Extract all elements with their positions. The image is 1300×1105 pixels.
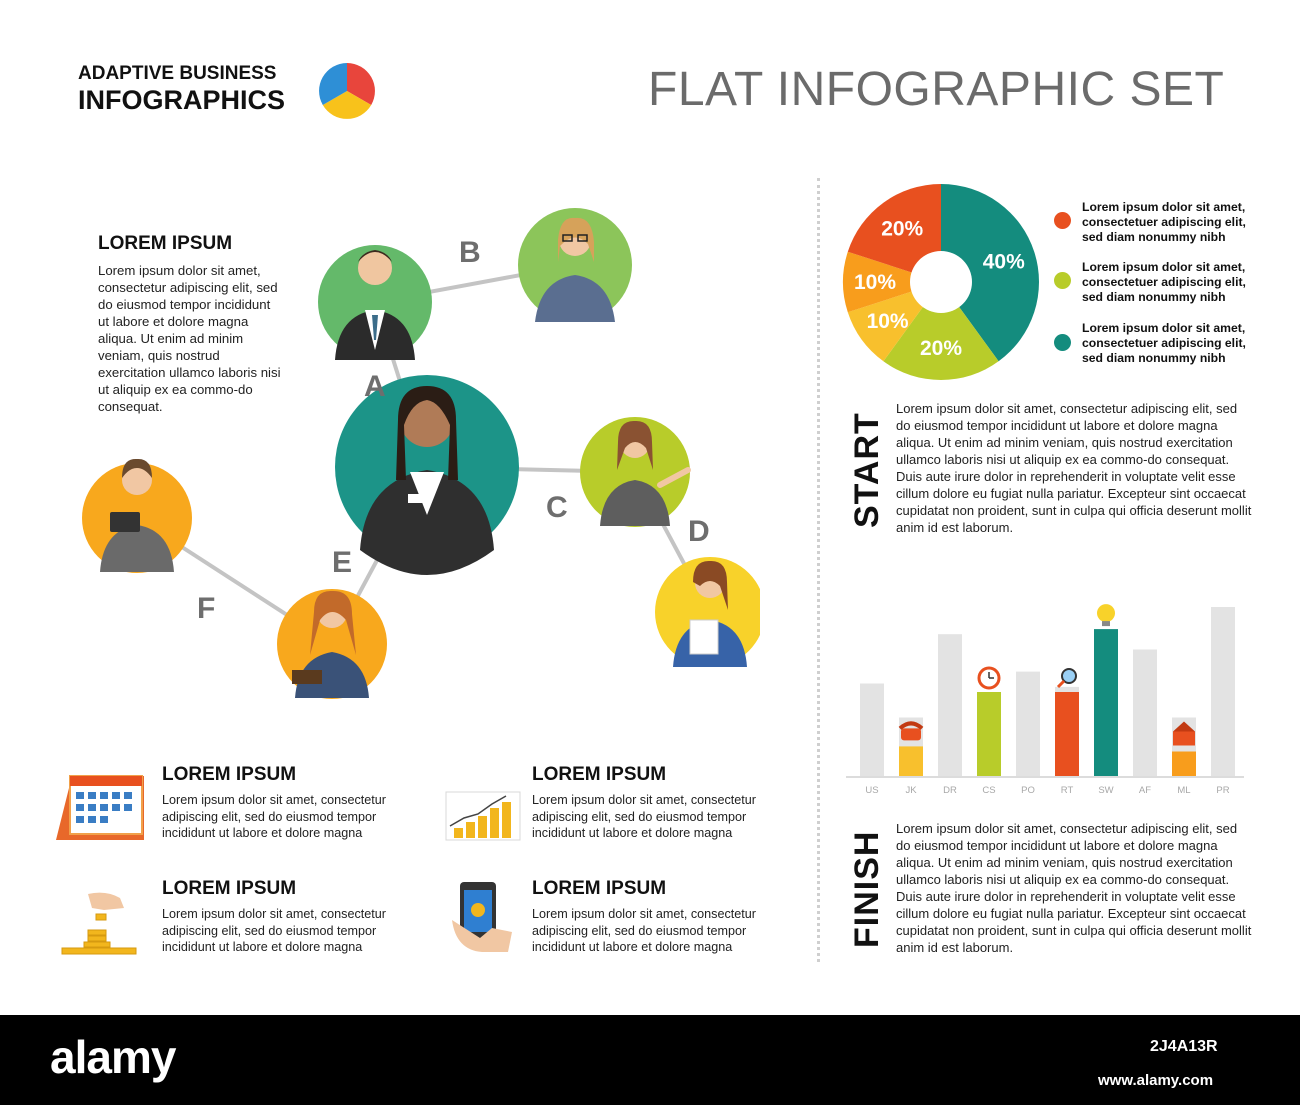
link-label-c: C: [546, 491, 568, 524]
donut-chart: [842, 180, 1047, 385]
feature-2-text: Lorem ipsum dolor sit amet, consectetur adipiscing elit, sed do eiusmod tempor incididunt ut labore et dolore magna: [532, 793, 756, 840]
bar-tick-us: US: [865, 785, 879, 796]
legend-text-3: Lorem ipsum dolor sit amet, consectetuer adipiscing elit, sed diam nonummy nibh: [1082, 321, 1246, 365]
avatar-woman-tablet: [82, 459, 192, 573]
finish-label: FINISH: [848, 830, 886, 948]
bar-track-pr: [1211, 607, 1235, 777]
brand-logo-icon: [318, 62, 376, 120]
avatar-woman-pointing: [580, 417, 690, 527]
feature-1-text: Lorem ipsum dolor sit amet, consectetur adipiscing elit, sed do eiusmod tempor incididunt ut labore et dolore magna: [162, 793, 386, 840]
team-network-diagram: [60, 180, 760, 740]
finish-text: Lorem ipsum dolor sit amet, consectetur adipiscing elit, sed do eiusmod tempor incididunt ut labore et dolore magna aliqua. Ut enim ad minim veniam, quis nostrud exercitation ullamco laboris nisi ut aliquip ex ea commo-do consequat. Duis aute irure dolor in reprehenderit in voluptate velit esse cillum dolore eu fugiat nulla pariatur. Excepteur sint occaecat cupidatat non proident, sunt in culpa qui officia deserunt mollit anim id est laborum.: [896, 821, 1252, 955]
brand-title: [78, 62, 285, 115]
brand-line-2: INFOGRAPHICS: [78, 85, 286, 115]
alarm-clock-icon: [979, 668, 999, 688]
bar-cs: [977, 692, 1001, 777]
watermark-image-id: 2J4A13R: [1150, 1038, 1218, 1055]
donut-label-5: 20%: [881, 217, 924, 241]
link-label-e: E: [332, 546, 353, 579]
bar-tick-sw: SW: [1098, 785, 1114, 796]
network-heading: LOREM IPSUM: [98, 233, 233, 254]
legend-dot-teal: [1054, 334, 1071, 351]
bar-tick-po: PO: [1021, 785, 1035, 796]
bar-chart: [840, 590, 1250, 802]
donut-hole: [910, 251, 972, 313]
avatar-woman-notebook: [655, 557, 760, 667]
bar-track-dr: [938, 634, 962, 777]
legend-dot-red: [1054, 212, 1071, 229]
bar-tick-rt: RT: [1060, 785, 1074, 796]
legend-dot-green: [1054, 272, 1071, 289]
feature-2-title: LOREM IPSUM: [532, 764, 667, 785]
calendar-icon: [52, 768, 148, 842]
bar-tick-jk: JK: [905, 785, 917, 796]
link-label-f: F: [197, 592, 216, 625]
donut-label-1: 40%: [982, 250, 1025, 274]
link-label-b: B: [459, 236, 481, 269]
bar-track-us: [860, 684, 884, 778]
lightbulb-icon: [1097, 604, 1115, 626]
magnifier-icon: [1058, 669, 1076, 687]
feature-4-text: Lorem ipsum dolor sit amet, consectetur adipiscing elit, sed do eiusmod tempor incididunt ut labore et dolore magna: [532, 907, 756, 954]
page-title: FLAT INFOGRAPHIC SET: [648, 63, 1225, 116]
growth-chart-icon: [444, 790, 522, 842]
smartphone-icon: [452, 880, 518, 954]
avatar-woman-writing: [277, 589, 387, 699]
coins-hand-icon: [58, 890, 140, 956]
bar-rt: [1055, 692, 1079, 777]
bar-ml: [1172, 752, 1196, 778]
bar-jk: [899, 746, 923, 777]
feature-4-title: LOREM IPSUM: [532, 878, 667, 899]
bar-tick-dr: DR: [943, 785, 957, 796]
avatar-man-suit: [318, 245, 432, 360]
bar-track-po: [1016, 672, 1040, 777]
link-label-a: A: [364, 370, 386, 403]
legend-text-1: Lorem ipsum dolor sit amet, consectetuer adipiscing elit, sed diam nonummy nibh: [1082, 200, 1246, 244]
watermark-logo: alamy: [50, 1031, 176, 1083]
donut-label-2: 20%: [919, 337, 963, 360]
feature-3-text: Lorem ipsum dolor sit amet, consectetur adipiscing elit, sed do eiusmod tempor incididunt ut labore et dolore magna: [162, 907, 386, 954]
link-label-d: D: [688, 515, 710, 548]
avatar-woman-glasses: [518, 208, 632, 322]
bar-track-af: [1133, 650, 1157, 778]
donut-label-3: 10%: [866, 309, 909, 333]
start-label: START: [848, 412, 886, 528]
bar-tick-af: AF: [1138, 785, 1152, 796]
feature-3-title: LOREM IPSUM: [162, 878, 297, 899]
start-text: Lorem ipsum dolor sit amet, consectetur adipiscing elit, sed do eiusmod tempor incididunt ut labore et dolore magna aliqua. Ut enim ad minim veniam, quis nostrud exercitation ullamco laboris nisi ut aliquip ex ea commo-do consequat. Duis aute irure dolor in reprehenderit in voluptate velit esse cillum dolore eu fugiat nulla pariatur. Excepteur sint occaecat cupidatat non proident, sunt in culpa qui officia deserunt mollit anim id est laborum.: [896, 401, 1252, 535]
bar-tick-cs: CS: [982, 785, 996, 796]
avatar-businesswoman-center: [335, 375, 519, 575]
donut-label-4: 10%: [853, 271, 897, 294]
bar-sw: [1094, 629, 1118, 777]
watermark-url: www.alamy.com: [1098, 1072, 1214, 1089]
vertical-divider: [817, 178, 820, 962]
legend-text-2: Lorem ipsum dolor sit amet, consectetuer adipiscing elit, sed diam nonummy nibh: [1082, 260, 1246, 304]
bar-tick-ml: ML: [1177, 785, 1191, 796]
network-text: Lorem ipsum dolor sit amet, consectetur adipiscing elit, sed do eiusmod tempor incididunt ut labore et dolore magna aliqua. Ut enim ad minim veniam, quis nostrud exercitation ullamco laboris nisi ut aliquip ex ea commo-do consequat.: [98, 263, 281, 414]
bar-tick-pr: PR: [1216, 785, 1230, 796]
feature-1-title: LOREM IPSUM: [162, 764, 297, 785]
brand-line-1: ADAPTIVE BUSINESS: [78, 63, 277, 84]
watermark-bar: [0, 1015, 1300, 1105]
